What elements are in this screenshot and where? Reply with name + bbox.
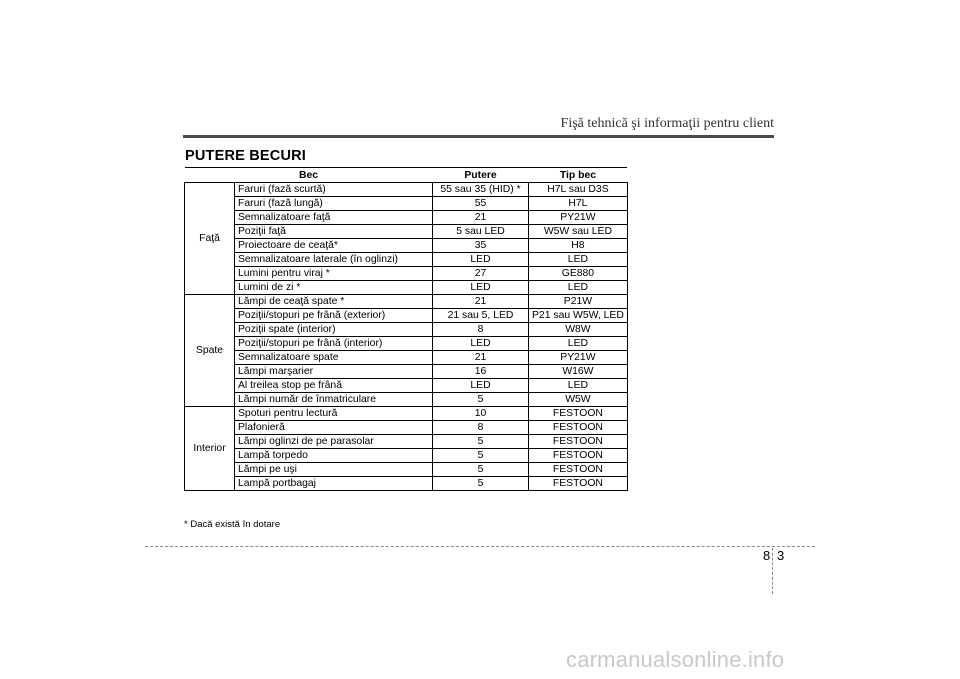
bulb-specs-table: [184, 167, 628, 491]
power-cell: 21 sau 5, LED: [433, 309, 529, 323]
power-cell: 8: [433, 421, 529, 435]
table-row: [185, 337, 628, 351]
group-label: Spate: [185, 295, 235, 407]
bulb-type-cell: GE880: [529, 267, 628, 281]
page-number-separator: [772, 548, 773, 594]
bulb-type-cell: LED: [529, 337, 628, 351]
table-row: [185, 365, 628, 379]
bulb-name-cell: Poziţii faţă: [235, 225, 433, 239]
column-header: Tip bec: [529, 168, 628, 183]
bulb-type-cell: PY21W: [529, 211, 628, 225]
power-cell: 55: [433, 197, 529, 211]
bulb-type-cell: P21 sau W5W, LED: [529, 309, 628, 323]
power-cell: 35: [433, 239, 529, 253]
watermark: carmanualsonline.info: [566, 647, 785, 672]
table-row: [185, 267, 628, 281]
page-number: 3: [777, 548, 785, 563]
power-cell: LED: [433, 379, 529, 393]
table-row: [185, 379, 628, 393]
bulb-name-cell: Lămpi oglinzi de pe parasolar: [235, 435, 433, 449]
table-row: [185, 225, 628, 239]
bulb-type-cell: W5W: [529, 393, 628, 407]
bulb-name-cell: Al treilea stop pe frână: [235, 379, 433, 393]
power-cell: 55 sau 35 (HID) *: [433, 183, 529, 197]
bulb-name-cell: Lampă torpedo: [235, 449, 433, 463]
bulb-type-cell: LED: [529, 281, 628, 295]
power-cell: LED: [433, 253, 529, 267]
bulb-type-cell: W16W: [529, 365, 628, 379]
column-header: Putere: [433, 168, 529, 183]
header-divider: [183, 135, 774, 138]
table-row: [185, 295, 628, 309]
group-label: Faţă: [185, 183, 235, 295]
power-cell: 8: [433, 323, 529, 337]
table-row: [185, 477, 628, 491]
bulb-type-cell: H8: [529, 239, 628, 253]
power-cell: 5: [433, 435, 529, 449]
footer-divider: [145, 546, 815, 547]
bulb-type-cell: FESTOON: [529, 435, 628, 449]
table-row: [185, 435, 628, 449]
table-row: [185, 211, 628, 225]
power-cell: LED: [433, 337, 529, 351]
page-chapter-number: 8: [763, 548, 771, 563]
footnote: * Dacă există în dotare: [184, 519, 281, 530]
bulb-name-cell: Poziţii spate (interior): [235, 323, 433, 337]
table-row: [185, 253, 628, 267]
bulb-type-cell: FESTOON: [529, 477, 628, 491]
bulb-type-cell: LED: [529, 379, 628, 393]
table-row: [185, 351, 628, 365]
table-row: [185, 393, 628, 407]
bulb-type-cell: H7L sau D3S: [529, 183, 628, 197]
bulb-type-cell: LED: [529, 253, 628, 267]
bulb-type-cell: H7L: [529, 197, 628, 211]
table-row: [185, 183, 628, 197]
bulb-name-cell: Faruri (fază lungă): [235, 197, 433, 211]
bulb-name-cell: Poziţii/stopuri pe frână (interior): [235, 337, 433, 351]
power-cell: 21: [433, 295, 529, 309]
table-row: [185, 421, 628, 435]
power-cell: 5 sau LED: [433, 225, 529, 239]
power-cell: 5: [433, 449, 529, 463]
bulb-name-cell: Lumini de zi *: [235, 281, 433, 295]
bulb-name-cell: Lămpi marşarier: [235, 365, 433, 379]
bulb-name-cell: Semnalizatoare spate: [235, 351, 433, 365]
bulb-name-cell: Lămpi pe uşi: [235, 463, 433, 477]
power-cell: 21: [433, 351, 529, 365]
table-row: [185, 463, 628, 477]
power-cell: 5: [433, 393, 529, 407]
bulb-name-cell: Lampă portbagaj: [235, 477, 433, 491]
bulb-name-cell: Poziţii/stopuri pe frână (exterior): [235, 309, 433, 323]
bulb-name-cell: Semnalizatoare faţă: [235, 211, 433, 225]
section-title: PUTERE BECURI: [185, 148, 307, 164]
table-row: [185, 407, 628, 421]
bulb-type-cell: PY21W: [529, 351, 628, 365]
bulb-name-cell: Spoturi pentru lectură: [235, 407, 433, 421]
table-row: [185, 281, 628, 295]
power-cell: 5: [433, 463, 529, 477]
table-row: [185, 197, 628, 211]
power-cell: 5: [433, 477, 529, 491]
table-row: [185, 323, 628, 337]
column-header: Bec: [185, 168, 433, 183]
power-cell: 10: [433, 407, 529, 421]
bulb-name-cell: Lămpi de ceaţă spate *: [235, 295, 433, 309]
bulb-type-cell: W8W: [529, 323, 628, 337]
power-cell: 16: [433, 365, 529, 379]
table-row: [185, 239, 628, 253]
table-header-row: [185, 168, 628, 183]
bulb-name-cell: Lumini pentru viraj *: [235, 267, 433, 281]
power-cell: 27: [433, 267, 529, 281]
table-row: [185, 449, 628, 463]
bulb-name-cell: Proiectoare de ceaţă*: [235, 239, 433, 253]
bulb-type-cell: W5W sau LED: [529, 225, 628, 239]
group-label: Interior: [185, 407, 235, 491]
bulb-type-cell: P21W: [529, 295, 628, 309]
bulb-name-cell: Lămpi număr de înmatriculare: [235, 393, 433, 407]
bulb-type-cell: FESTOON: [529, 463, 628, 477]
bulb-type-cell: FESTOON: [529, 449, 628, 463]
power-cell: LED: [433, 281, 529, 295]
table-body: [185, 183, 628, 491]
bulb-name-cell: Faruri (fază scurtă): [235, 183, 433, 197]
bulb-name-cell: Semnalizatoare laterale (în oglinzi): [235, 253, 433, 267]
bulb-name-cell: Plafonieră: [235, 421, 433, 435]
bulb-type-cell: FESTOON: [529, 407, 628, 421]
bulb-type-cell: FESTOON: [529, 421, 628, 435]
power-cell: 21: [433, 211, 529, 225]
chapter-title: Fişă tehnică şi informaţii pentru client: [560, 116, 774, 131]
table-row: [185, 309, 628, 323]
